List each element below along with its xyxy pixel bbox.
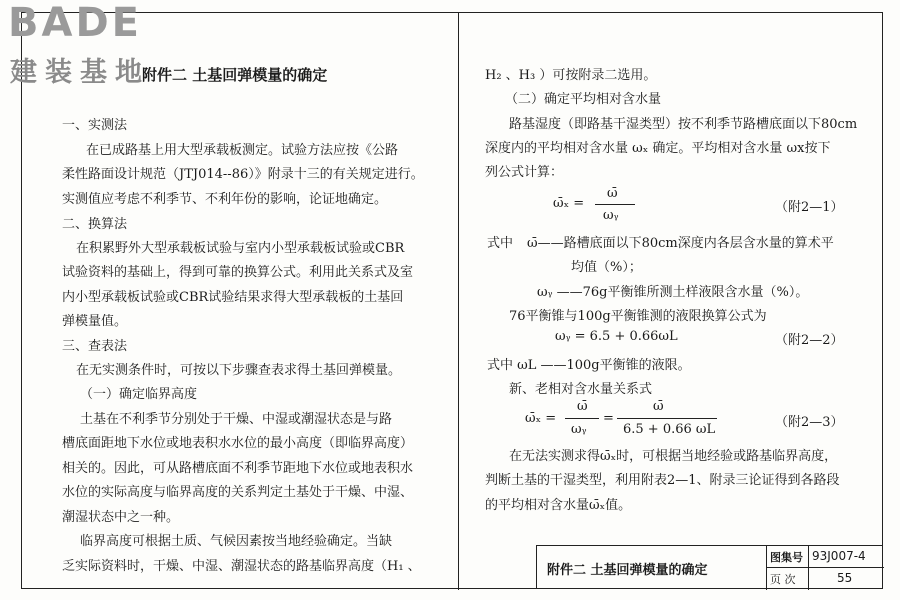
formula-3-label: （附2—3） <box>775 415 844 430</box>
watermark-latin: BADE <box>8 0 142 46</box>
body-line: 土基在不利季节分别处于干燥、中湿或潮湿状态是与路 <box>80 412 393 427</box>
atlas-number-value: 93J007-4 <box>812 549 866 563</box>
formula-1-fraction-bar <box>595 204 635 205</box>
body-line: ω̄——路槽底面以下80cm深度内各层含水量的算术平 <box>527 236 834 251</box>
body-line: 列公式计算： <box>485 165 564 180</box>
subsection-heading: （一）确定临界高度 <box>80 387 198 402</box>
body-line: 路基湿度（即路基干湿类型）按不利季节路槽底面以下80cm <box>509 117 858 132</box>
body-line: 均值（%）； <box>571 260 642 275</box>
body-line: 乏实际资料时，干燥、中湿、潮湿状态的路基临界高度（H₁ 、 <box>62 559 421 574</box>
body-line: 新、老相对含水量关系式 <box>509 382 653 397</box>
formula-1-numerator: ω̄ <box>607 186 618 201</box>
body-line: 水位的实际高度与临界高度的关系判定土基处于干燥、中湿、 <box>62 485 414 500</box>
page-number: 55 <box>837 571 853 585</box>
page-label: 页 次 <box>770 573 796 586</box>
formula-3-lhs: ω̄ₓ = <box>525 411 557 426</box>
document-title: 附件二 土基回弹模量的确定 <box>142 66 328 84</box>
formula-3-numerator-1: ω̄ <box>577 399 588 414</box>
body-line: 在无法实测求得ω̄ₓ时，可根据当地经验或路基临界高度， <box>509 449 838 464</box>
formula-3-equals: = <box>603 411 614 426</box>
body-line: 潮湿状态中之一种。 <box>62 510 180 525</box>
formula-3-denominator-2: 6.5 + 0.66 ωL <box>623 422 716 437</box>
body-line: 在无实测条件时，可按以下步骤查表求得土基回弹模量。 <box>76 363 402 378</box>
section-heading: 一、实测法 <box>62 118 128 133</box>
body-line: 在积累野外大型承载板试验与室内小型承载板试验或CBR <box>76 241 405 256</box>
title-block <box>536 545 883 589</box>
column-divider <box>458 12 459 590</box>
body-line: 式中 ωL ——100g平衡锥的液限。 <box>487 358 691 373</box>
where-label: 式中 <box>487 236 514 251</box>
body-line: ωᵧ ——76g平衡锥所测土样液限含水量（%）。 <box>537 285 809 300</box>
body-line: 判断土基的干湿类型，利用附表2—1、附录三论证得到各路段 <box>485 473 840 488</box>
body-line: 槽底面距地下水位或地表积水水位的最小高度（即临界高度） <box>62 436 414 451</box>
body-line: 试验资料的基础上，得到可靠的换算公式。利用此关系式及室 <box>62 265 414 280</box>
subsection-heading: （二）确定平均相对含水量 <box>505 92 662 107</box>
body-line: 在已成路基上用大型承载板测定。试验方法应按《公路 <box>86 143 399 158</box>
title-block-divider <box>766 546 767 590</box>
formula-2: ωᵧ = 6.5 + 0.66ωL <box>555 329 678 344</box>
body-line: 76平衡锥与100g平衡锥测的液限换算公式为 <box>509 309 767 324</box>
body-line: 的平均相对含水量ω̄ₓ值。 <box>485 498 632 513</box>
body-line: 弹模量值。 <box>62 314 128 329</box>
formula-1-label: （附2—1） <box>775 200 844 215</box>
body-line: 内小型承载板试验或CBR试验结果求得大型承载板的土基回 <box>62 290 404 305</box>
section-heading: 三、查表法 <box>62 339 128 354</box>
body-line: H₂ 、H₃ ）可按附录二选用。 <box>485 68 657 83</box>
body-line: 柔性路面设计规范（JTJ014--86）》附录十三的有关规定进行。 <box>62 167 424 182</box>
formula-3-fraction-bar-1 <box>565 418 599 419</box>
title-block-title: 附件二 土基回弹模量的确定 <box>547 563 708 578</box>
formula-1-denominator: ωᵧ <box>603 208 619 223</box>
section-heading: 二、换算法 <box>62 217 128 232</box>
watermark-chinese: 建装基地 <box>10 57 150 88</box>
formula-3-numerator-2: ω̄ <box>653 399 664 414</box>
formula-3-fraction-bar-2 <box>617 418 717 419</box>
body-line: 实测值应考虑不利季节、不利年份的影响，论证地确定。 <box>62 192 388 207</box>
body-line: 深度内的平均相对含水量 ωₓ 确定。平均相对含水量 ωx按下 <box>485 141 831 156</box>
formula-2-label: （附2—2） <box>775 333 844 348</box>
formula-1-lhs: ω̄ₓ = <box>553 196 585 211</box>
title-block-row-divider <box>766 567 884 568</box>
formula-3-denominator-1: ωᵧ <box>571 422 587 437</box>
body-line: 临界高度可根据土质、气候因素按当地经验确定。当缺 <box>80 534 393 549</box>
atlas-number-label: 图集号 <box>770 551 803 564</box>
title-block-divider <box>808 546 809 590</box>
body-line: 相关的。因此，可从路槽底面不利季节距地下水位或地表积水 <box>62 461 414 476</box>
